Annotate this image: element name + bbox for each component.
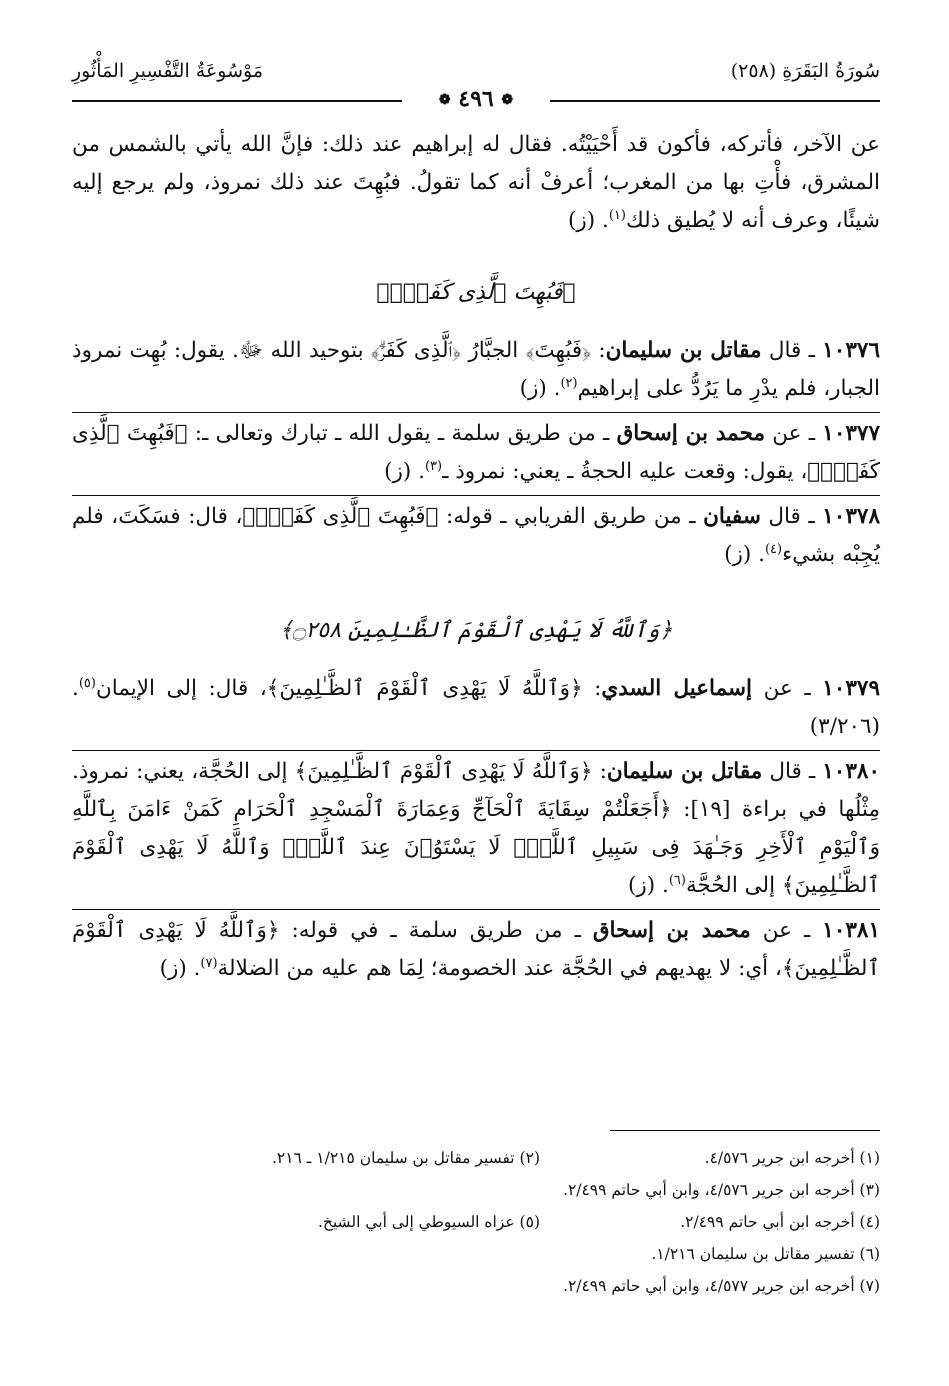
- footnote-5: (٥) عزاه السيوطي إلى أبي الشيخ.: [317, 1213, 540, 1231]
- page-header: [72, 48, 880, 112]
- page-number: ٤٩٦: [458, 86, 494, 112]
- narrator-name: محمد بن إسحاق: [592, 918, 751, 943]
- narrator-name: سفيان: [703, 504, 761, 529]
- entry-number: ١٠٣٧٩: [822, 676, 880, 701]
- footnotes: [72, 1142, 880, 1302]
- ornament-icon: ❁: [501, 92, 514, 108]
- book-page: [72, 48, 880, 1348]
- entry-tail: . (ز): [159, 956, 201, 981]
- footnote-ref[interactable]: (٢): [560, 375, 578, 391]
- footnote-row: [72, 1270, 880, 1302]
- entry-prefix: ـ عن: [750, 918, 823, 943]
- footnote-ref[interactable]: (٦): [668, 872, 686, 888]
- entry-10380: [72, 753, 880, 910]
- entry-prefix: ـ قال: [760, 504, 823, 529]
- entry-number: ١٠٣٨١: [822, 918, 881, 943]
- footnote-7: (٧) أخرجه ابن جرير ٤/٥٧٧، وابن أبي حاتم ٢/٤٩٩.: [563, 1277, 880, 1295]
- intro-tail: . (ز): [567, 208, 609, 233]
- entry-text: : ﴿فَبُهِتَ﴾ الجبَّارُ ﴿ٱلَّذِى كَفَرَۗ﴾ بتوحيد الله ﷻ. يقول: بُهِت نمروذ الجبار، فلم يدْرِ ما يَرُدُّ على إبراهيم: [72, 338, 880, 401]
- entry-number: ١٠٣٧٨: [822, 504, 880, 529]
- entry-text: : ﴿وَٱللَّهُ لَا يَهْدِى ٱلْقَوْمَ ٱلظَّـٰلِمِينَ﴾، قال: إلى الإيمان: [95, 676, 602, 701]
- footnote-ref[interactable]: (٥): [78, 675, 96, 691]
- entry-number: ١٠٣٧٧: [822, 421, 881, 446]
- entry-text: ـ من طريق الفريابي ـ قوله: ﴿فَبُهِتَ ٱلَّذِى كَفَرَۗ﴾، قال: فسَكَتَ، فلم يُجِبْه بشيء: [72, 504, 880, 567]
- footnote-row: [72, 1206, 880, 1238]
- entry-tail: . (ز): [724, 542, 765, 567]
- footnote-ref[interactable]: (١): [608, 207, 626, 223]
- footnote-row: [72, 1238, 880, 1270]
- narrator-name: محمد بن إسحاق: [616, 421, 765, 446]
- surah-title: سُورَةُ البَقَرَةِ (٢٥٨): [730, 60, 880, 82]
- footnote-divider: [610, 1130, 880, 1131]
- footnote-row: [72, 1174, 880, 1206]
- entry-number: ١٠٣٧٦: [822, 338, 880, 363]
- entry-text: ـ من طريق سلمة ـ يقول الله ـ تبارك وتعالى ـ: ﴿فَبُهِتَ ٱلَّذِى كَفَرَۗ﴾، يقول: وقعت عليه الحجةُ ـ يعني: نمروذ ـ: [72, 421, 880, 484]
- footnote-2: (٢) تفسير مقاتل بن سليمان ١/٢١٥ ـ ٢١٦.: [271, 1149, 540, 1167]
- footnote-ref[interactable]: (٧): [200, 955, 218, 971]
- page-body: [72, 126, 880, 994]
- footnote-6: (٦) تفسير مقاتل بن سليمان ١/٢١٦.: [651, 1245, 880, 1263]
- ornament-icon: ❁: [438, 92, 451, 108]
- intro-text: عن الآخر، فأتركه، فأكون قد أَحْيَيْتُه. فقال له إبراهيم عند ذلك: فإنَّ الله يأتي بالشمس من المشرق، فأْتِ بها من المغرب؛ أعرفْ أنه كما تقولُ. فبُهِتَ عند ذلك نمروذ، ولم يرجع إليه شيئًا، وعرف أنه لا يُطيق ذلك: [72, 132, 880, 233]
- footnote-row: [72, 1142, 880, 1174]
- entry-10381: [72, 912, 880, 992]
- narrator-name: إسماعيل السدي: [601, 676, 753, 701]
- verse-heading: ﴿فَبُهِتَ ٱلَّذِى كَفَرَۗ﴾: [376, 280, 576, 305]
- entry-text: : ﴿وَٱللَّهُ لَا يَهْدِى ٱلْقَوْمَ ٱلظَّـٰلِمِينَ﴾ إلى الحُجَّة، يعني: نمروذ. مِثْلُها في براءة [١٩]: ﴿أَجَعَلْتُمْ سِقَايَةَ ٱلْحَآجِّ وَعِمَارَةَ ٱلْمَسْجِدِ ٱلْحَرَامِ كَمَنْ ءَامَنَ بِٱللَّهِ وَٱلْيَوْمِ ٱلْأَخِرِ وَجَـٰهَدَ فِى سَبِيلِ ٱللَّهِۚ لَا يَسْتَوُۥنَ عِندَ ٱللَّهِۗ وَٱللَّهُ لَا يَهْدِى ٱلْقَوْمَ ٱلظَّـٰلِمِينَ﴾ إلى الحُجَّة: [72, 759, 881, 898]
- entry-prefix: ـ عن: [752, 676, 823, 701]
- entry-10377: [72, 415, 880, 496]
- page-number-block: [72, 86, 880, 112]
- entry-tail: . (ز): [628, 873, 669, 898]
- entry-10376: [72, 332, 880, 413]
- entry-prefix: ـ عن: [764, 421, 823, 446]
- entry-number: ١٠٣٨٠: [822, 759, 880, 784]
- narrator-name: مقاتل بن سليمان: [605, 338, 762, 363]
- footnote-3: (٣) أخرجه ابن جرير ٤/٥٧٦، وابن أبي حاتم ٢/٤٩٩.: [563, 1181, 880, 1199]
- entry-tail: . (٣/٢٠٦): [72, 676, 880, 739]
- entry-text: ـ من طريق سلمة ـ في قوله: ﴿وَٱللَّهُ لَا يَهْدِى ٱلْقَوْمَ ٱلظَّـٰلِمِينَ﴾، أي: لا يهديهم في الحُجَّة عند الخصومة؛ لِمَا هم عليه من الضلالة: [72, 918, 880, 981]
- book-title: مَوْسُوعَةُ التَّفْسِيرِ المَأْثُورِ: [72, 60, 264, 82]
- footnote-ref[interactable]: (٣): [424, 458, 443, 474]
- entry-10378: [72, 498, 880, 578]
- verse-heading: ﴿وَٱللَّهُ لَا يَهْدِى ٱلْقَوْمَ ٱلظَّـٰلِمِينَ ۝٢٥٨﴾: [279, 618, 673, 643]
- entry-tail: . (ز): [519, 376, 561, 401]
- footnote-ref[interactable]: (٤): [764, 541, 783, 557]
- footnote-4: (٤) أخرجه ابن أبي حاتم ٢/٤٩٩.: [680, 1213, 880, 1231]
- footnote-1: (١) أخرجه ابن جرير ٤/٥٧٦.: [704, 1149, 880, 1167]
- entry-10379: [72, 670, 880, 751]
- entry-prefix: ـ قال: [761, 338, 823, 363]
- entry-tail: . (ز): [384, 459, 425, 484]
- intro-paragraph: [72, 126, 880, 240]
- entry-prefix: ـ قال: [762, 759, 823, 784]
- narrator-name: مقاتل بن سليمان: [606, 759, 763, 784]
